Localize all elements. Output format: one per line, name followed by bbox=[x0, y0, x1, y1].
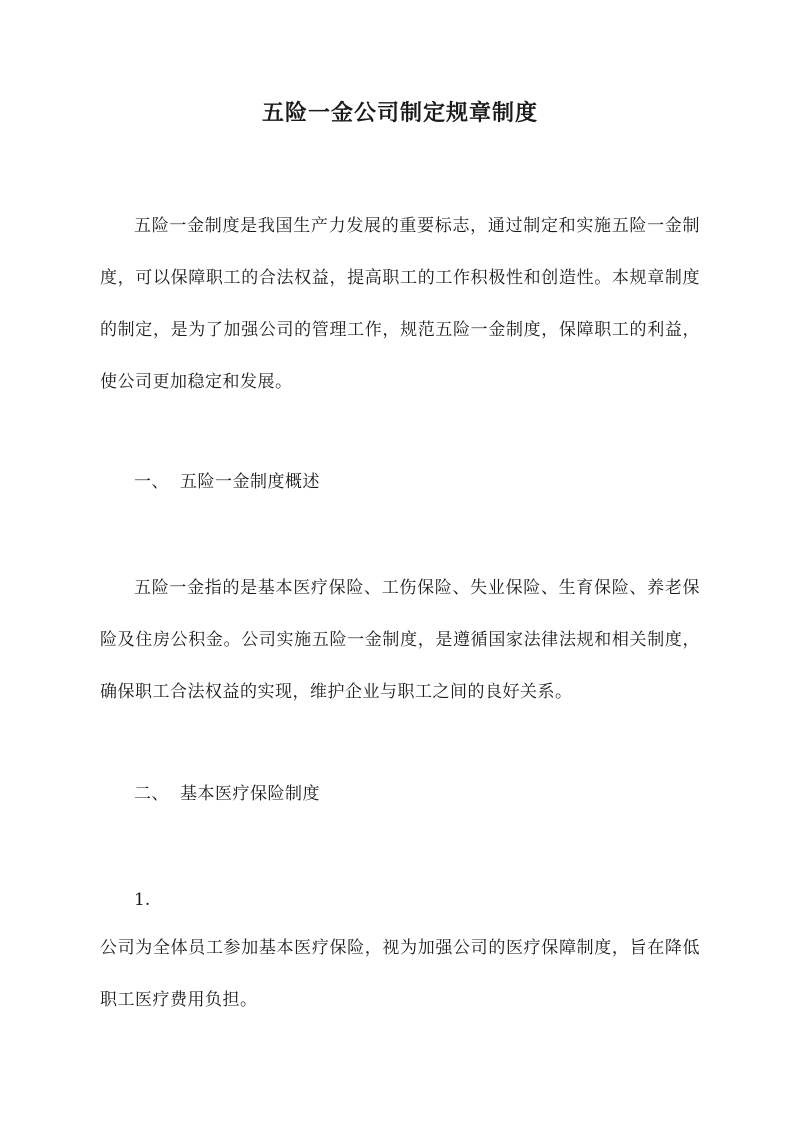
section-2-title: 基本医疗保险制度 bbox=[180, 784, 320, 804]
section-2-heading bbox=[134, 780, 320, 808]
section-2-item-1-number: 1. bbox=[134, 890, 151, 910]
section-1-number: 一、 bbox=[134, 472, 169, 492]
section-2-number: 二、 bbox=[134, 784, 169, 804]
intro-paragraph: 五险一金制度是我国生产力发展的重要标志，通过制定和实施五险一金制度，可以保障职工的合法权益，提高职工的工作积极性和创造性。本规章制度的制定，是为了加强公司的管理工作，规范五险一金制度，保障职工的利益，使公司更加稳定和发展。 bbox=[100, 216, 700, 392]
section-1-title: 五险一金制度概述 bbox=[180, 472, 320, 492]
section-2-item-1-paragraph: 公司为全体员工参加基本医疗保险，视为加强公司的医疗保障制度，旨在降低职工医疗费用负担。 bbox=[100, 938, 700, 1010]
section-1-paragraph: 五险一金指的是基本医疗保险、工伤保险、失业保险、生育保险、养老保险及住房公积金。公司实施五险一金制度，是遵循国家法律法规和相关制度，确保职工合法权益的实现，维护企业与职工之间的良好关系。 bbox=[100, 578, 700, 702]
section-1-heading bbox=[134, 468, 320, 496]
document-title: 五险一金公司制定规章制度 bbox=[261, 100, 538, 126]
